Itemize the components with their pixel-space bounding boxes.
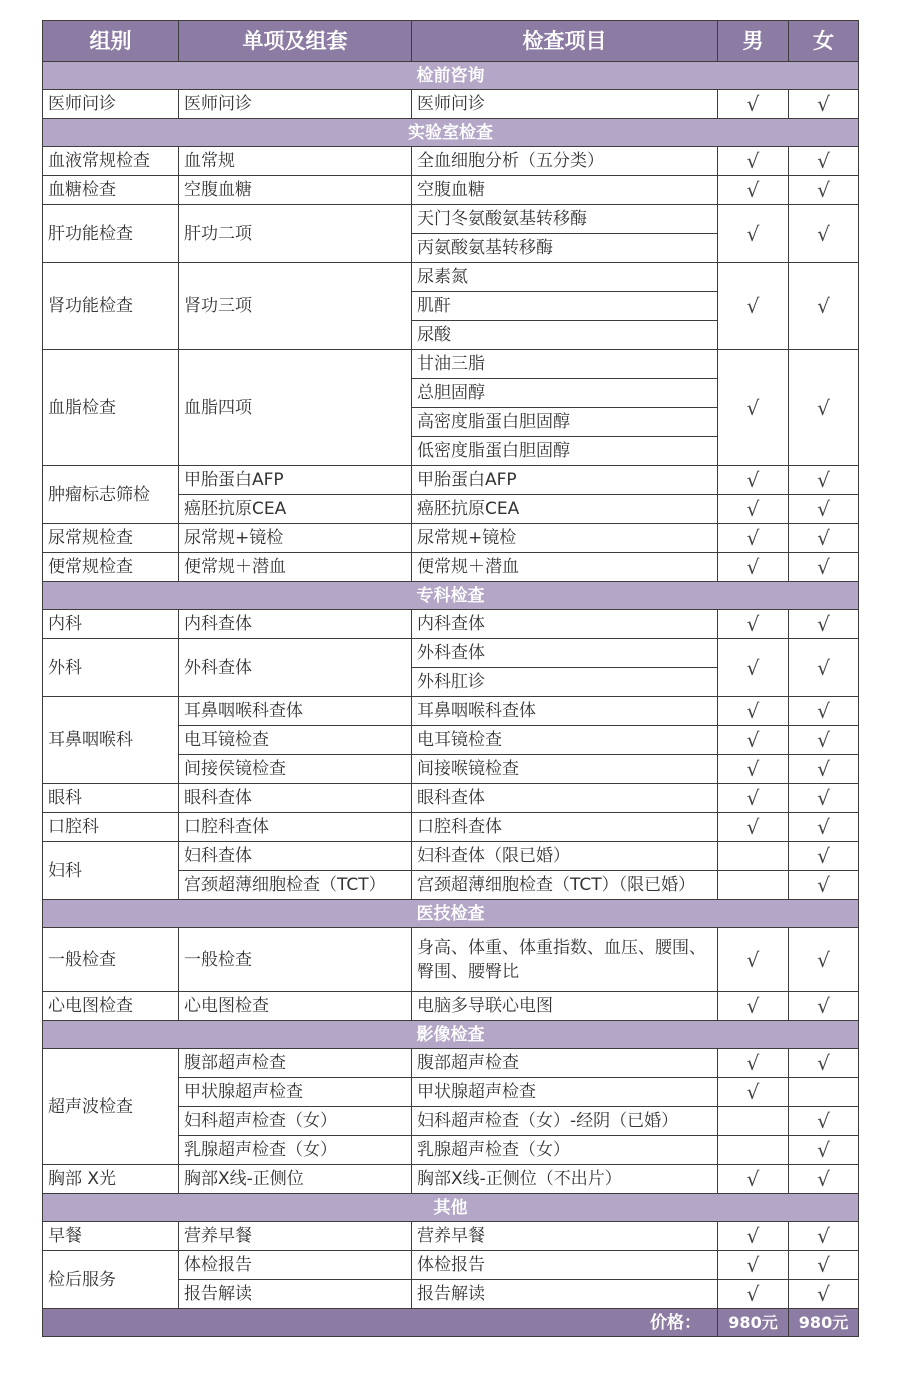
item-cell: 医师问诊 — [179, 90, 412, 119]
table-row — [43, 553, 859, 582]
male-check: √ — [718, 524, 789, 553]
exam-cell: 肌酐 — [412, 292, 718, 321]
female-check: √ — [789, 205, 859, 263]
group-cell: 早餐 — [43, 1222, 179, 1251]
exam-cell: 外科查体 — [412, 639, 718, 668]
group-cell: 耳鼻咽喉科 — [43, 697, 179, 784]
male-check: √ — [718, 1251, 789, 1280]
item-cell: 胸部X线-正侧位 — [179, 1165, 412, 1194]
male-check: √ — [718, 610, 789, 639]
item-cell: 甲胎蛋白AFP — [179, 466, 412, 495]
group-cell: 心电图检查 — [43, 992, 179, 1021]
female-check: √ — [789, 466, 859, 495]
male-check-empty — [718, 1136, 789, 1165]
exam-cell: 口腔科查体 — [412, 813, 718, 842]
exam-package-table-wrapper — [42, 20, 858, 1337]
item-cell: 血常规 — [179, 147, 412, 176]
male-check: √ — [718, 147, 789, 176]
female-check: √ — [789, 553, 859, 582]
item-cell: 口腔科查体 — [179, 813, 412, 842]
table-header-row — [43, 21, 859, 62]
section-title-imaging: 影像检查 — [43, 1021, 859, 1049]
item-cell: 电耳镜检查 — [179, 726, 412, 755]
male-check: √ — [718, 263, 789, 350]
exam-cell: 总胆固醇 — [412, 379, 718, 408]
table-row — [43, 842, 859, 871]
item-cell: 腹部超声检查 — [179, 1049, 412, 1078]
item-cell: 妇科超声检查（女） — [179, 1107, 412, 1136]
item-cell: 尿常规+镜检 — [179, 524, 412, 553]
exam-cell: 体检报告 — [412, 1251, 718, 1280]
table-row — [43, 1251, 859, 1280]
exam-cell: 耳鼻咽喉科查体 — [412, 697, 718, 726]
exam-cell: 尿常规+镜检 — [412, 524, 718, 553]
table-row — [43, 90, 859, 119]
male-check: √ — [718, 1222, 789, 1251]
table-row — [43, 697, 859, 726]
item-cell: 外科查体 — [179, 639, 412, 697]
section-row — [43, 582, 859, 610]
male-check: √ — [718, 639, 789, 697]
exam-cell: 营养早餐 — [412, 1222, 718, 1251]
header-female: 女 — [789, 21, 859, 62]
female-check: √ — [789, 813, 859, 842]
female-check: √ — [789, 1280, 859, 1309]
exam-cell: 内科查体 — [412, 610, 718, 639]
exam-cell: 间接喉镜检查 — [412, 755, 718, 784]
female-check: √ — [789, 992, 859, 1021]
male-check: √ — [718, 755, 789, 784]
exam-cell: 电脑多导联心电图 — [412, 992, 718, 1021]
table-row — [43, 639, 859, 668]
male-price: 980元 — [718, 1309, 789, 1337]
price-row — [43, 1309, 859, 1337]
female-check: √ — [789, 1165, 859, 1194]
group-cell: 便常规检查 — [43, 553, 179, 582]
table-row — [43, 263, 859, 292]
item-cell: 甲状腺超声检查 — [179, 1078, 412, 1107]
female-check: √ — [789, 697, 859, 726]
male-check: √ — [718, 205, 789, 263]
section-title-other: 其他 — [43, 1194, 859, 1222]
female-check: √ — [789, 784, 859, 813]
male-check-empty — [718, 842, 789, 871]
exam-cell: 妇科查体（限已婚） — [412, 842, 718, 871]
female-check: √ — [789, 1107, 859, 1136]
table-row — [43, 992, 859, 1021]
female-check: √ — [789, 263, 859, 350]
exam-cell: 便常规＋潜血 — [412, 553, 718, 582]
female-check: √ — [789, 1136, 859, 1165]
female-check: √ — [789, 524, 859, 553]
table-row — [43, 176, 859, 205]
table-row — [43, 147, 859, 176]
item-cell: 肾功三项 — [179, 263, 412, 350]
exam-cell: 全血细胞分析（五分类） — [412, 147, 718, 176]
section-row — [43, 1021, 859, 1049]
exam-cell: 甘油三脂 — [412, 350, 718, 379]
section-title-special: 专科检查 — [43, 582, 859, 610]
exam-cell: 癌胚抗原CEA — [412, 495, 718, 524]
section-row — [43, 62, 859, 90]
item-cell: 一般检查 — [179, 928, 412, 992]
exam-cell: 高密度脂蛋白胆固醇 — [412, 408, 718, 437]
section-title-tech: 医技检查 — [43, 900, 859, 928]
group-cell: 妇科 — [43, 842, 179, 900]
female-check: √ — [789, 755, 859, 784]
exam-cell: 胸部X线-正侧位（不出片） — [412, 1165, 718, 1194]
group-cell: 医师问诊 — [43, 90, 179, 119]
exam-cell: 报告解读 — [412, 1280, 718, 1309]
group-cell: 肿瘤标志筛检 — [43, 466, 179, 524]
header-male: 男 — [718, 21, 789, 62]
price-label: 价格： — [43, 1309, 718, 1337]
table-row — [43, 813, 859, 842]
item-cell: 间接侯镜检查 — [179, 755, 412, 784]
header-item: 单项及组套 — [179, 21, 412, 62]
group-cell: 血脂检查 — [43, 350, 179, 466]
female-check: √ — [789, 871, 859, 900]
exam-cell: 妇科超声检查（女）-经阴（已婚） — [412, 1107, 718, 1136]
male-check: √ — [718, 1280, 789, 1309]
table-row — [43, 928, 859, 992]
male-check: √ — [718, 784, 789, 813]
exam-package-table — [42, 20, 859, 1337]
male-check: √ — [718, 992, 789, 1021]
item-cell: 便常规＋潜血 — [179, 553, 412, 582]
exam-cell: 低密度脂蛋白胆固醇 — [412, 437, 718, 466]
item-cell: 心电图检查 — [179, 992, 412, 1021]
table-row — [43, 524, 859, 553]
header-group: 组别 — [43, 21, 179, 62]
table-row — [43, 1049, 859, 1078]
exam-cell: 腹部超声检查 — [412, 1049, 718, 1078]
item-cell: 癌胚抗原CEA — [179, 495, 412, 524]
item-cell: 空腹血糖 — [179, 176, 412, 205]
exam-cell: 电耳镜检查 — [412, 726, 718, 755]
exam-cell: 甲胎蛋白AFP — [412, 466, 718, 495]
section-title-lab: 实验室检查 — [43, 119, 859, 147]
table-row — [43, 1165, 859, 1194]
male-check: √ — [718, 928, 789, 992]
male-check: √ — [718, 495, 789, 524]
exam-cell: 医师问诊 — [412, 90, 718, 119]
female-check: √ — [789, 176, 859, 205]
female-check: √ — [789, 1251, 859, 1280]
item-cell: 体检报告 — [179, 1251, 412, 1280]
table-row — [43, 784, 859, 813]
section-row — [43, 1194, 859, 1222]
male-check-empty — [718, 1107, 789, 1136]
male-check-empty — [718, 871, 789, 900]
group-cell: 肝功能检查 — [43, 205, 179, 263]
male-check: √ — [718, 813, 789, 842]
female-check: √ — [789, 495, 859, 524]
male-check: √ — [718, 176, 789, 205]
group-cell: 肾功能检查 — [43, 263, 179, 350]
female-check: √ — [789, 726, 859, 755]
female-check: √ — [789, 147, 859, 176]
exam-cell: 尿酸 — [412, 321, 718, 350]
group-cell: 尿常规检查 — [43, 524, 179, 553]
female-check: √ — [789, 842, 859, 871]
item-cell: 宫颈超薄细胞检查（TCT） — [179, 871, 412, 900]
section-row — [43, 900, 859, 928]
section-row — [43, 119, 859, 147]
male-check: √ — [718, 1165, 789, 1194]
exam-cell: 外科肛诊 — [412, 668, 718, 697]
item-cell: 营养早餐 — [179, 1222, 412, 1251]
male-check: √ — [718, 350, 789, 466]
item-cell: 耳鼻咽喉科查体 — [179, 697, 412, 726]
female-check: √ — [789, 350, 859, 466]
exam-cell: 乳腺超声检查（女） — [412, 1136, 718, 1165]
exam-cell: 天门冬氨酸氨基转移酶 — [412, 205, 718, 234]
group-cell: 眼科 — [43, 784, 179, 813]
table-row — [43, 205, 859, 234]
exam-cell: 宫颈超薄细胞检查（TCT）（限已婚） — [412, 871, 718, 900]
male-check: √ — [718, 1078, 789, 1107]
female-price: 980元 — [789, 1309, 859, 1337]
group-cell: 超声波检查 — [43, 1049, 179, 1165]
group-cell: 血糖检查 — [43, 176, 179, 205]
male-check: √ — [718, 697, 789, 726]
female-check: √ — [789, 928, 859, 992]
group-cell: 胸部 X光 — [43, 1165, 179, 1194]
male-check: √ — [718, 1049, 789, 1078]
group-cell: 一般检查 — [43, 928, 179, 992]
group-cell: 检后服务 — [43, 1251, 179, 1309]
exam-cell: 甲状腺超声检查 — [412, 1078, 718, 1107]
header-exam: 检查项目 — [412, 21, 718, 62]
item-cell: 乳腺超声检查（女） — [179, 1136, 412, 1165]
item-cell: 报告解读 — [179, 1280, 412, 1309]
female-check: √ — [789, 1049, 859, 1078]
table-row — [43, 1222, 859, 1251]
table-row — [43, 466, 859, 495]
item-cell: 眼科查体 — [179, 784, 412, 813]
group-cell: 外科 — [43, 639, 179, 697]
group-cell: 口腔科 — [43, 813, 179, 842]
table-row — [43, 610, 859, 639]
item-cell: 肝功二项 — [179, 205, 412, 263]
item-cell: 内科查体 — [179, 610, 412, 639]
female-check: √ — [789, 90, 859, 119]
item-cell: 妇科查体 — [179, 842, 412, 871]
exam-cell: 尿素氮 — [412, 263, 718, 292]
male-check: √ — [718, 553, 789, 582]
female-check: √ — [789, 610, 859, 639]
female-check: √ — [789, 639, 859, 697]
exam-cell: 眼科查体 — [412, 784, 718, 813]
male-check: √ — [718, 90, 789, 119]
male-check: √ — [718, 726, 789, 755]
table-row — [43, 350, 859, 379]
female-check: √ — [789, 1222, 859, 1251]
section-title-pre: 检前咨询 — [43, 62, 859, 90]
item-cell: 血脂四项 — [179, 350, 412, 466]
exam-cell: 空腹血糖 — [412, 176, 718, 205]
exam-cell: 身高、体重、体重指数、血压、腰围、臀围、腰臀比 — [412, 928, 718, 992]
group-cell: 内科 — [43, 610, 179, 639]
group-cell: 血液常规检查 — [43, 147, 179, 176]
female-check-empty — [789, 1078, 859, 1107]
exam-cell: 丙氨酸氨基转移酶 — [412, 234, 718, 263]
male-check: √ — [718, 466, 789, 495]
